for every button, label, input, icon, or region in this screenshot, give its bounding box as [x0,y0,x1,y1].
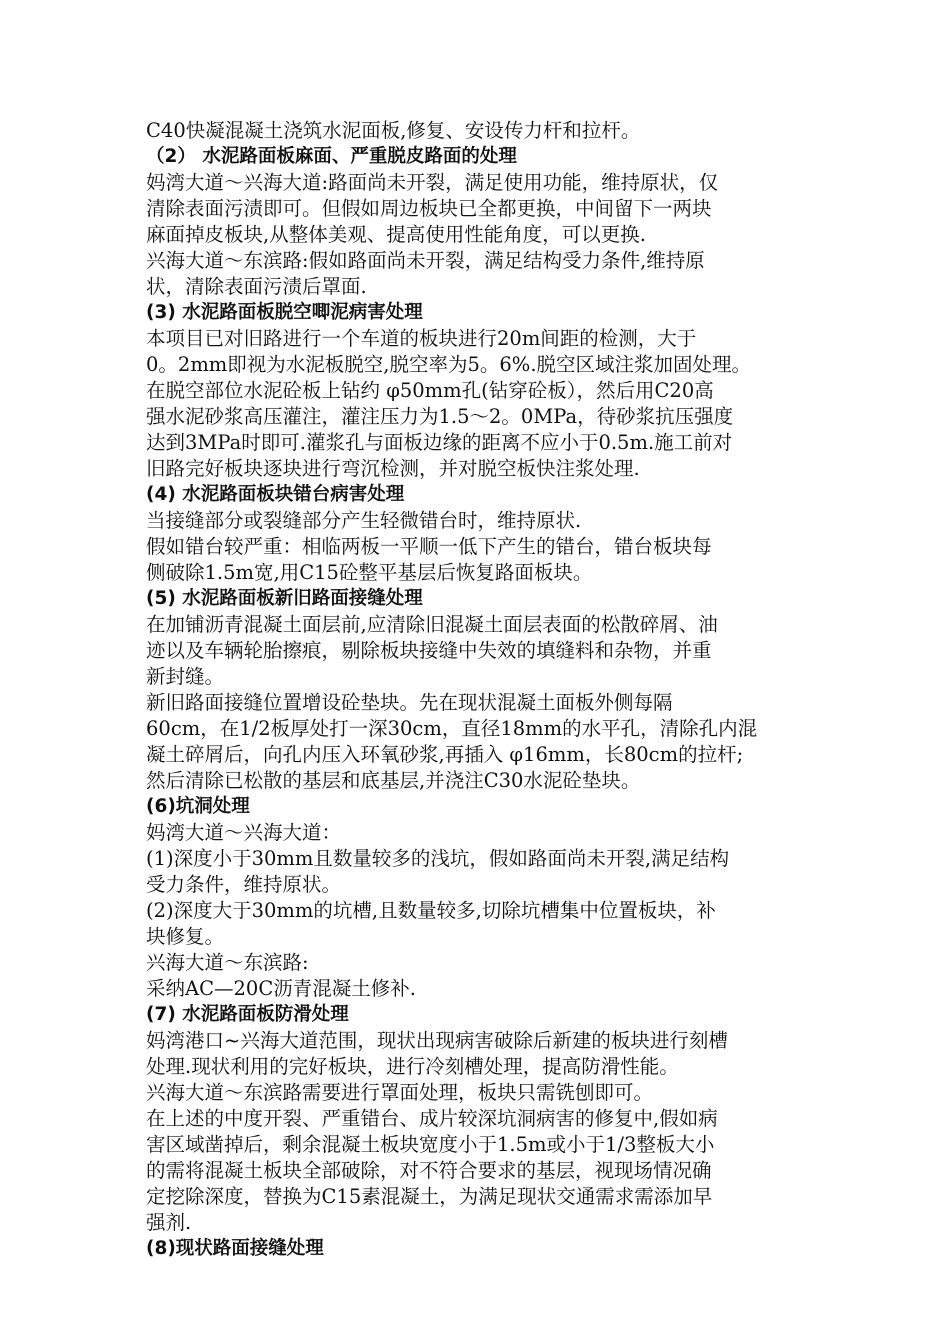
text-line: 新旧路面接缝位置增设砼垫块。先在现状混凝土面板外侧每隔 [146,691,673,714]
text-line: 然后清除已松散的基层和底基层,并浇注C30水泥砼垫块。 [146,769,641,792]
text-line: 旧路完好板块逐块进行弯沉检测，并对脱空板快注浆处理. [146,457,640,480]
text-line: 清除表面污渍即可。但假如周边板块已全都更换，中间留下一两块 [146,197,712,220]
section-heading: (3) 水泥路面板脱空唧泥病害处理 [146,302,423,323]
text-line: 妈湾大道～兴海大道:路面尚未开裂，满足使用功能，维持原状，仅 [146,171,719,194]
text-line: 新封缝。 [146,665,225,688]
text-line: 侧破除1.5m宽,用C15砼整平基层后恢复路面板块。 [146,561,593,584]
document-page [146,118,810,1262]
section-heading: （2） 水泥路面板麻面、严重脱皮路面的处理 [146,146,517,167]
text-line: 定挖除深度，替换为C15素混凝土，为满足现状交通需求需添加早 [146,1185,713,1208]
text-line: 兴海大道～东滨路需要进行罩面处理，板块只需铣刨即可。 [146,1081,654,1104]
text-line: 妈湾大道～兴海大道： [146,821,342,844]
text-line: 达到3MPa时即可.灌浆孔与面板边缘的距离不应小于0.5m.施工前对 [146,431,733,454]
text-line: 采纳AC—20C沥青混凝土修补. [146,977,416,1000]
text-line: 兴海大道～东滨路:假如路面尚未开裂，满足结构受力条件,维持原 [146,249,705,272]
section-heading: (8)现状路面接缝处理 [146,1238,324,1259]
text-line: 麻面掉皮板块,从整体美观、提高使用性能角度，可以更换. [146,223,646,246]
text-line: 兴海大道～东滨路: [146,951,309,974]
text-line: C40快凝混凝土浇筑水泥面板,修复、安设传力杆和拉杆。 [146,119,641,142]
document-body [146,118,810,1262]
text-line: 迹以及车辆轮胎擦痕，剔除板块接缝中失效的填缝料和杂物，并重 [146,639,712,662]
text-line: (2)深度大于30mm的坑槽,且数量较多,切除坑槽集中位置板块，补 [146,899,716,922]
text-line: 在脱空部位水泥砼板上钻约 φ50mm孔(钻穿砼板），然后用C20高 [146,379,714,402]
section-heading: (4) 水泥路面板块错台病害处理 [146,484,405,505]
text-line: (1)深度小于30mm且数量较多的浅坑，假如路面尚未开裂,满足结构 [146,847,730,870]
text-line: 处理.现状利用的完好板块，进行冷刻槽处理，提高防滑性能。 [146,1055,679,1078]
text-line: 受力条件，维持原状。 [146,873,342,896]
section-heading: (5) 水泥路面板新旧路面接缝处理 [146,588,423,609]
text-line: 强剂. [146,1211,192,1234]
section-heading: (7) 水泥路面板防滑处理 [146,1004,349,1025]
text-line: 在上述的中度开裂、严重错台、成片较深坑洞病害的修复中,假如病 [146,1107,718,1130]
text-line: 本项目已对旧路进行一个车道的板块进行20m间距的检测，大于 [146,327,697,350]
text-line: 当接缝部分或裂缝部分产生轻微错台时，维持原状. [146,509,582,532]
text-line: 妈湾港口~兴海大道范围，现状出现病害破除后新建的板块进行刻槽 [146,1029,728,1052]
text-line: 状，清除表面污渍后罩面. [146,275,367,298]
text-line: 的需将混凝土板块全部破除，对不符合要求的基层，视现场情况确 [146,1159,712,1182]
text-line: 假如错台较严重：相临两板一平顺一低下产生的错台，错台板块每 [146,535,712,558]
text-line: 0。2mm即视为水泥板脱空,脱空率为5。6%.脱空区域注浆加固处理。 [146,353,752,376]
text-line: 块修复。 [146,925,225,948]
text-line: 害区域凿掉后，剩余混凝土板块宽度小于1.5m或小于1/3整板大小 [146,1133,715,1156]
text-line: 60cm，在1/2板厚处打一深30cm，直径18mm的水平孔，清除孔内混 [146,717,758,740]
text-line: 在加铺沥青混凝土面层前,应清除旧混凝土面层表面的松散碎屑、油 [146,613,718,636]
text-line: 强水泥砂浆高压灌注，灌注压力为1.5～2。0MPa，待砂浆抗压强度 [146,405,734,428]
text-line: 凝土碎屑后，向孔内压入环氧砂浆,再插入 φ16mm，长80cm的拉杆; [146,743,744,766]
section-heading: (6)坑洞处理 [146,796,250,817]
